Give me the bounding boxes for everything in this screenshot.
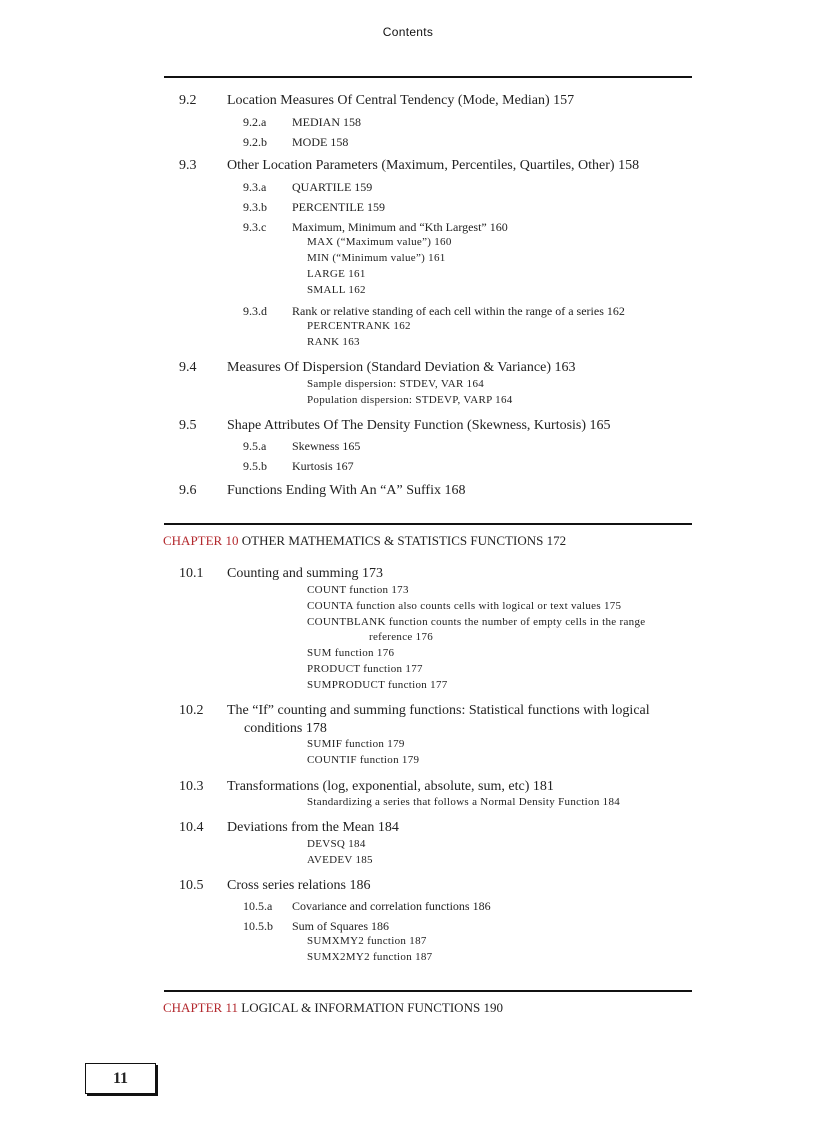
- toc-title: Sample dispersion: STDEV, VAR 164: [307, 378, 485, 390]
- toc-title: MIN (“Minimum value”) 161: [307, 252, 446, 264]
- toc-number: 9.3.b: [243, 200, 267, 214]
- toc-title: AVEDEV 185: [307, 854, 373, 866]
- toc-number: 9.2.a: [243, 115, 267, 129]
- toc-title: MODE 158: [292, 135, 349, 149]
- toc-number: 10.3: [179, 779, 204, 794]
- toc-title: COUNTBLANK function counts the number of empty cells in the range: [307, 616, 646, 628]
- toc-title: RANK 163: [307, 336, 360, 348]
- toc-number: 9.5.a: [243, 439, 267, 453]
- toc-title-continuation: reference 176: [369, 631, 434, 643]
- toc-title: SUM function 176: [307, 647, 395, 659]
- toc-title: Other Location Parameters (Maximum, Percentiles, Quartiles, Other) 158: [227, 158, 640, 173]
- toc-title: COUNTIF function 179: [307, 754, 420, 766]
- toc-chapter-11[interactable]: [163, 1000, 503, 1016]
- toc-number: 9.5.b: [243, 459, 267, 473]
- toc-number: 9.4: [179, 360, 197, 375]
- toc-title: SUMIF function 179: [307, 738, 405, 750]
- toc-title: LARGE 161: [307, 268, 366, 280]
- toc-number: 10.4: [179, 820, 204, 835]
- toc-number: 10.5.b: [243, 919, 273, 933]
- toc-title: SUMPRODUCT function 177: [307, 679, 448, 691]
- toc-number: 9.2: [179, 93, 197, 108]
- toc-title-continuation: conditions 178: [244, 721, 327, 736]
- toc-title: DEVSQ 184: [307, 838, 366, 850]
- toc-title: QUARTILE 159: [292, 180, 373, 194]
- page-number: 11: [85, 1063, 156, 1094]
- toc-title: Population dispersion: STDEVP, VARP 164: [307, 394, 513, 406]
- toc-title: The “If” counting and summing functions: Statistical functions with logical: [227, 703, 650, 718]
- toc-number: 10.1: [179, 566, 204, 581]
- chapter-title: LOGICAL & INFORMATION FUNCTIONS 190: [238, 1000, 503, 1015]
- toc-title: MAX (“Maximum value”) 160: [307, 236, 452, 248]
- toc-number: 9.3: [179, 158, 197, 173]
- toc-title: PRODUCT function 177: [307, 663, 423, 675]
- chapter-rule: [164, 523, 692, 525]
- toc-number: 10.2: [179, 703, 204, 718]
- toc-title: Maximum, Minimum and “Kth Largest” 160: [292, 220, 508, 234]
- toc-number: 10.5: [179, 878, 204, 893]
- toc-title: SUMX2MY2 function 187: [307, 951, 433, 963]
- toc-title: Rank or relative standing of each cell within the range of a series 162: [292, 304, 625, 318]
- toc-title: COUNT function 173: [307, 584, 409, 596]
- toc-number: 9.3.a: [243, 180, 267, 194]
- chapter-rule: [164, 990, 692, 992]
- running-header: Contents: [382, 25, 434, 39]
- toc-title: Standardizing a series that follows a Normal Density Function 184: [307, 796, 621, 808]
- toc-title: MEDIAN 158: [292, 115, 361, 129]
- toc-title: PERCENTRANK 162: [307, 320, 411, 332]
- toc-title: SUMXMY2 function 187: [307, 935, 427, 947]
- toc-title: SMALL 162: [307, 284, 366, 296]
- toc-number: 9.6: [179, 483, 197, 498]
- toc-title: Sum of Squares 186: [292, 919, 389, 933]
- chapter-label: CHAPTER 11: [163, 1000, 238, 1015]
- toc-title: Functions Ending With An “A” Suffix 168: [227, 483, 466, 498]
- toc-title: Measures Of Dispersion (Standard Deviation & Variance) 163: [227, 360, 576, 375]
- toc-chapter-10[interactable]: [163, 533, 566, 549]
- toc-number: 9.3.c: [243, 220, 267, 234]
- toc-title: Shape Attributes Of The Density Function (Skewness, Kurtosis) 165: [227, 418, 611, 433]
- toc-title: Location Measures Of Central Tendency (Mode, Median) 157: [227, 93, 575, 108]
- toc-title: Skewness 165: [292, 439, 361, 453]
- toc-title: Cross series relations 186: [227, 878, 371, 893]
- toc-title: Transformations (log, exponential, absolute, sum, etc) 181: [227, 779, 554, 794]
- toc-title: Covariance and correlation functions 186: [292, 899, 491, 913]
- chapter-label: CHAPTER 10: [163, 533, 239, 548]
- toc-title: PERCENTILE 159: [292, 200, 385, 214]
- chapter-title: OTHER MATHEMATICS & STATISTICS FUNCTIONS 172: [238, 533, 567, 548]
- toc-title: COUNTA function also counts cells with logical or text values 175: [307, 600, 622, 612]
- toc-number: 9.2.b: [243, 135, 267, 149]
- toc-number: 9.3.d: [243, 304, 267, 318]
- top-rule: [164, 76, 692, 78]
- toc-number: 9.5: [179, 418, 197, 433]
- toc-title: Counting and summing 173: [227, 566, 383, 581]
- toc-number: 10.5.a: [243, 899, 273, 913]
- toc-title: Deviations from the Mean 184: [227, 820, 399, 835]
- toc-title: Kurtosis 167: [292, 459, 354, 473]
